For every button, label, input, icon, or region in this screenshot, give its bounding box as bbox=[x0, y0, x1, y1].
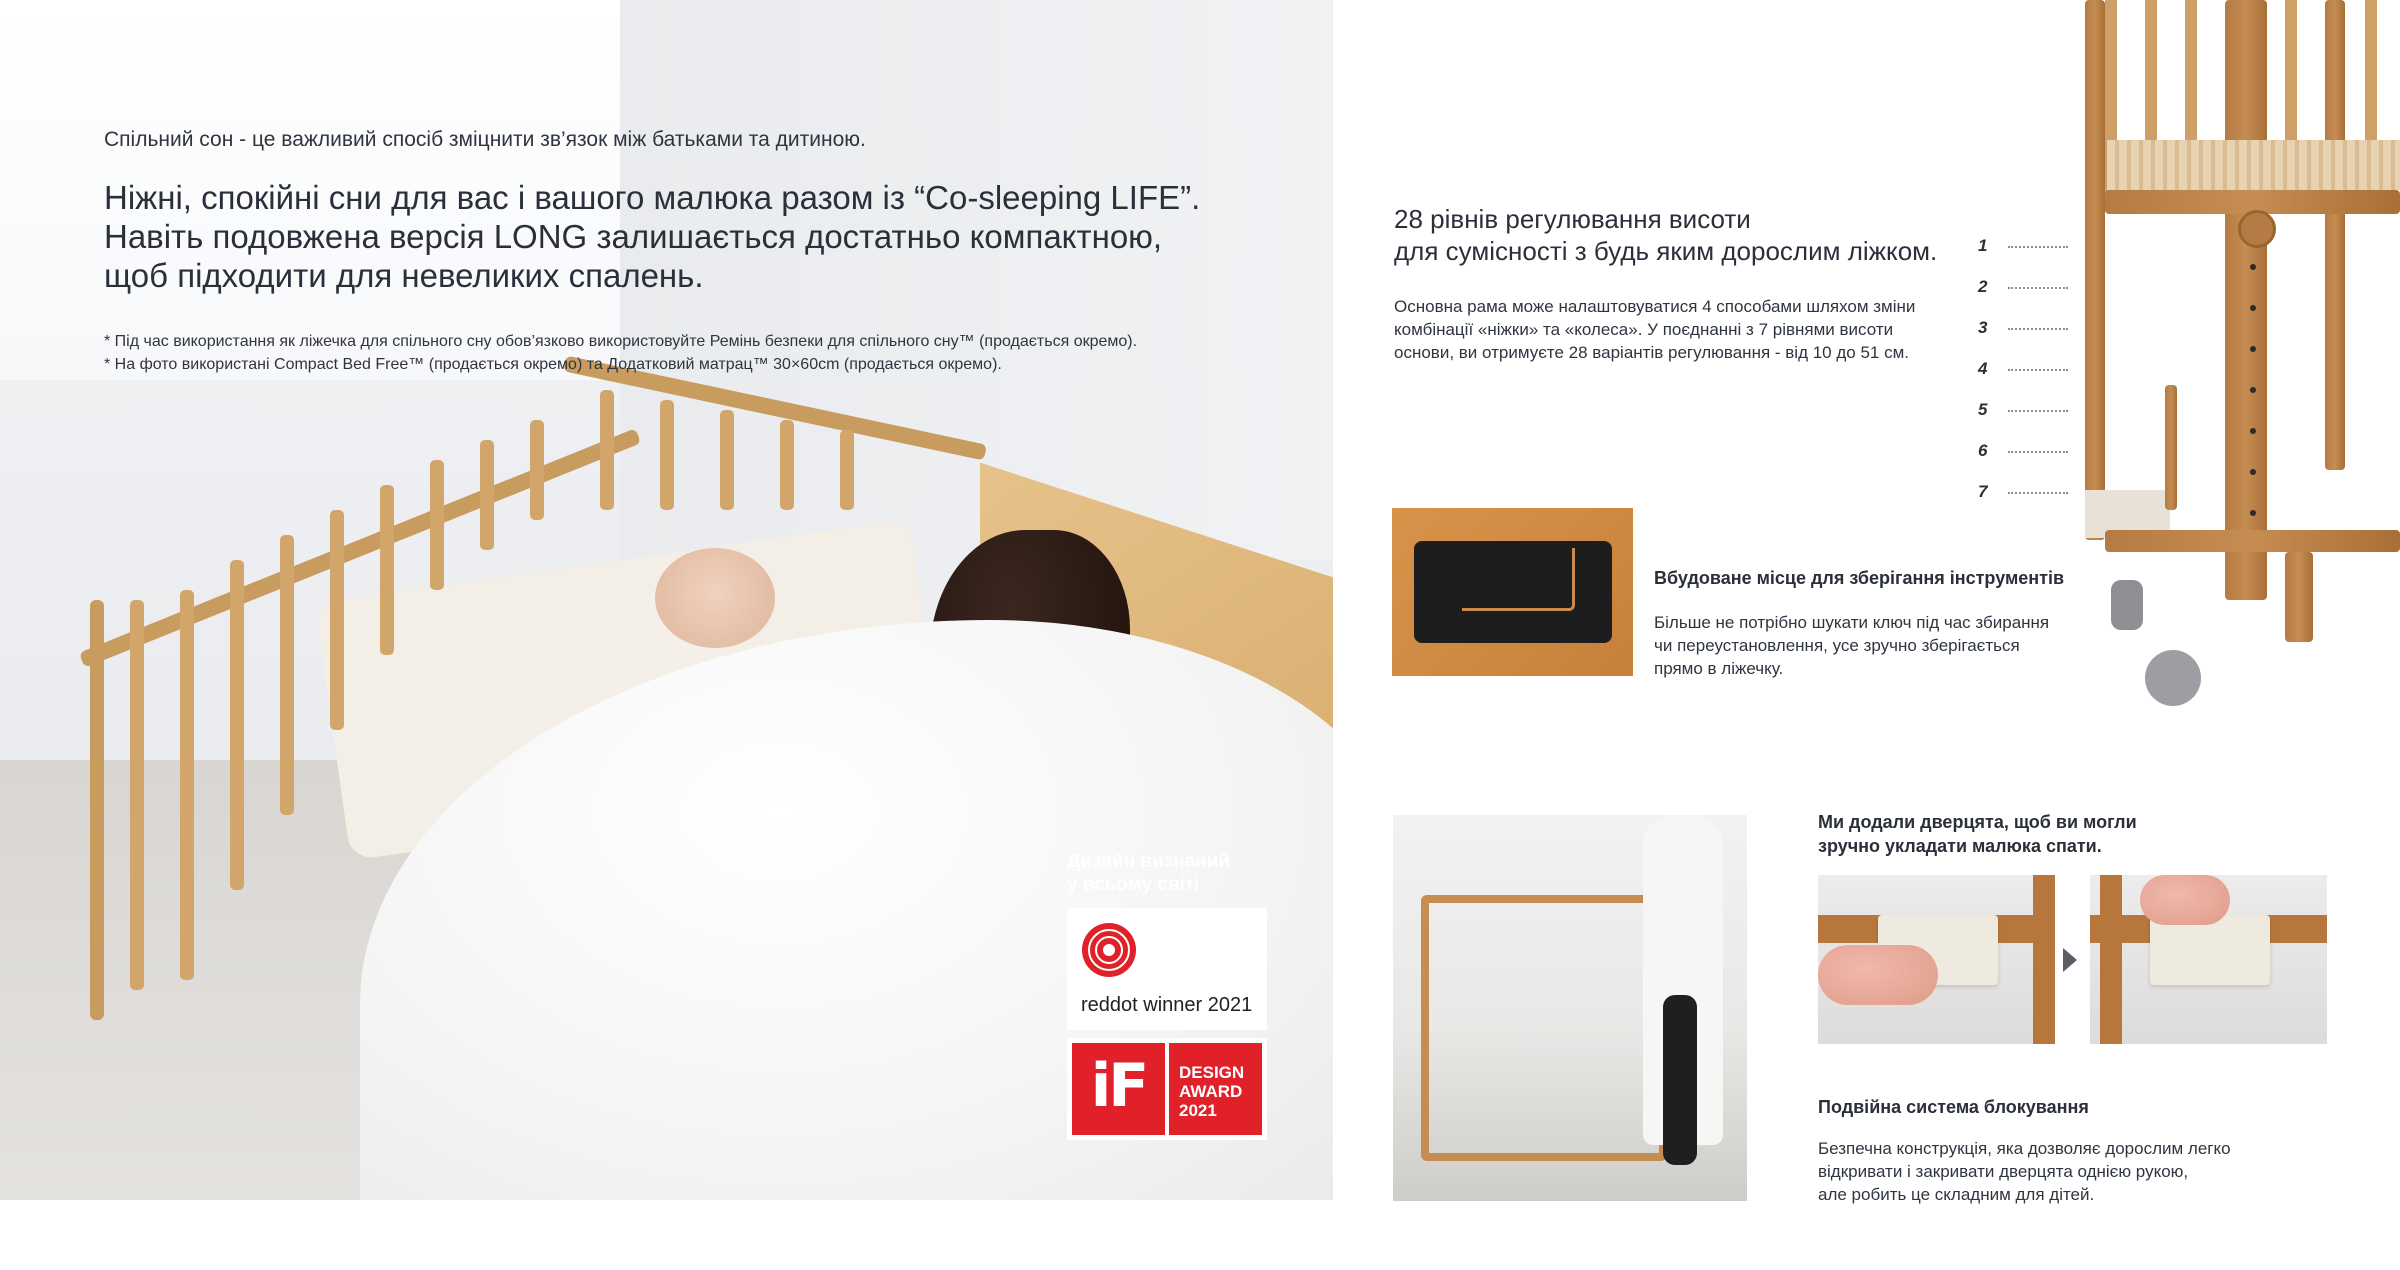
height-level bbox=[1978, 441, 1987, 461]
height-hole bbox=[2250, 305, 2256, 311]
hex-key-icon bbox=[1462, 548, 1575, 611]
hand bbox=[1818, 945, 1938, 1005]
lock-desc-line: Безпечна конструкція, яка дозволяє дорослим легко bbox=[1818, 1139, 2231, 1158]
crib-slat bbox=[280, 535, 294, 815]
height-level bbox=[1978, 482, 1987, 502]
if-award-tile bbox=[1169, 1043, 1262, 1135]
lock-desc-line: але робить це складним для дітей. bbox=[1818, 1185, 2095, 1204]
crib-post bbox=[90, 600, 104, 1020]
crib-slat bbox=[600, 390, 614, 510]
baby bbox=[655, 548, 775, 648]
level-number: 7 bbox=[1978, 482, 1988, 501]
height-title bbox=[1394, 203, 1937, 267]
crib-knob bbox=[2238, 210, 2276, 248]
tool-desc-line: чи переустановлення, усе зручно зберігається bbox=[1654, 636, 2020, 655]
door-post bbox=[2033, 875, 2055, 1044]
footnote: * На фото використані Compact Bed Free™ (продається окремо) та Додатковий матрац™ 30×60cm (продається окремо). bbox=[104, 356, 1002, 373]
door-title-line: Ми додали дверцята, щоб ви могли bbox=[1818, 812, 2137, 832]
crib-post bbox=[2225, 0, 2267, 600]
level-number: 1 bbox=[1978, 236, 1988, 255]
level-number: 6 bbox=[1978, 441, 1988, 460]
reddot-award-badge bbox=[1067, 908, 1267, 1030]
caster-wheel-icon bbox=[2145, 650, 2201, 706]
person-legs bbox=[1663, 995, 1697, 1165]
crib-slat bbox=[230, 560, 244, 890]
if-award-line: AWARD bbox=[1179, 1082, 1243, 1101]
height-hole bbox=[2250, 428, 2256, 434]
if-logo-icon: iF bbox=[1090, 1051, 1147, 1121]
crib-post bbox=[2325, 0, 2345, 470]
tool-storage-photo bbox=[1392, 508, 1633, 676]
height-level bbox=[1978, 318, 1987, 338]
crib-slat bbox=[480, 440, 494, 550]
level-number: 3 bbox=[1978, 318, 1988, 337]
if-design-award-badge bbox=[1067, 1038, 1267, 1140]
height-desc-line: комбінації «ніжки» та «колеса». У поєднанні з 7 рівнями висоти bbox=[1394, 320, 1894, 339]
reddot-award-text: reddot winner 2021 bbox=[1081, 994, 1253, 1016]
footnotes bbox=[104, 330, 1137, 376]
crib-slat bbox=[2365, 0, 2377, 140]
height-hole bbox=[2250, 346, 2256, 352]
level-number: 5 bbox=[1978, 400, 1988, 419]
height-hole bbox=[2250, 264, 2256, 270]
headline-line: щоб підходити для невеликих спалень. bbox=[104, 257, 704, 294]
reddot-logo-icon bbox=[1081, 922, 1137, 978]
door-latch bbox=[2150, 915, 2270, 985]
tool-desc-line: Більше не потрібно шукати ключ під час збирання bbox=[1654, 613, 2050, 632]
headline-line: Ніжні, спокійні сни для вас і вашого малюка разом із “Co-sleeping LIFE”. bbox=[104, 179, 1201, 216]
caster-wheel-icon bbox=[2111, 580, 2143, 630]
arrow-right-icon bbox=[2063, 948, 2077, 972]
door-title-line: зручно укладати малюка спати. bbox=[1818, 836, 2102, 856]
crib-slat bbox=[840, 430, 854, 510]
crib-slat bbox=[180, 590, 194, 980]
height-desc-line: основи, ви отримуєте 28 варіантів регулювання - від 10 до 51 см. bbox=[1394, 343, 1909, 362]
crib-slat bbox=[660, 400, 674, 510]
latch-open-photo bbox=[2090, 875, 2327, 1044]
footnote: * Під час використання як ліжечка для спільного сну обов’язково використовуйте Ремінь безпеки для спільного сну™ (продається окремо). bbox=[104, 333, 1138, 350]
award-heading-line: у всьому світі bbox=[1067, 874, 1200, 895]
if-logo-tile bbox=[1072, 1043, 1165, 1135]
height-title-line: для сумісності з будь яким дорослим ліжком. bbox=[1394, 236, 1938, 266]
height-level bbox=[1978, 400, 1987, 420]
height-level bbox=[1978, 359, 1987, 379]
crib-base-slats bbox=[2107, 140, 2400, 190]
crib bbox=[1421, 895, 1667, 1161]
award-heading bbox=[1067, 850, 1230, 896]
door-title bbox=[1818, 810, 2137, 858]
height-level bbox=[1978, 236, 1987, 256]
award-heading-line: Дизайн визнаний bbox=[1067, 851, 1231, 872]
if-award-line: DESIGN bbox=[1179, 1063, 1245, 1082]
latch-closed-photo bbox=[1818, 875, 2055, 1044]
door-usage-photo bbox=[1393, 815, 1747, 1201]
level-number: 4 bbox=[1978, 359, 1988, 378]
crib-slat bbox=[780, 420, 794, 510]
if-award-line: 2021 bbox=[1179, 1101, 1217, 1120]
crib-slat bbox=[430, 460, 444, 590]
crib-slat bbox=[2165, 385, 2177, 510]
height-title-line: 28 рівнів регулювання висоти bbox=[1394, 204, 1751, 234]
height-hole bbox=[2250, 510, 2256, 516]
headline bbox=[104, 178, 1304, 295]
crib-slat bbox=[380, 485, 394, 655]
crib-leg bbox=[2085, 0, 2105, 540]
crib-slat bbox=[130, 600, 144, 990]
lock-desc-line: відкривати і закривати дверцята однією рукою, bbox=[1818, 1162, 2189, 1181]
level-number: 2 bbox=[1978, 277, 1988, 296]
tool-storage-title: Вбудоване місце для зберігання інструментів bbox=[1654, 568, 2065, 588]
crib-height-illustration bbox=[2085, 0, 2400, 720]
headline-line: Навіть подовжена версія LONG залишається достатньо компактною, bbox=[104, 218, 1163, 255]
lock-title: Подвійна система блокування bbox=[1818, 1097, 2089, 1117]
height-hole bbox=[2250, 469, 2256, 475]
height-level bbox=[1978, 277, 1987, 297]
lock-description bbox=[1818, 1137, 2298, 1206]
crib-slat bbox=[2285, 0, 2297, 140]
if-award-text bbox=[1179, 1063, 1244, 1120]
crib-bottom-rail bbox=[2105, 530, 2400, 552]
tool-storage-description bbox=[1654, 611, 2094, 680]
crib-slat bbox=[330, 510, 344, 730]
intro-text: Спільний сон - це важливий спосіб зміцнити зв’язок між батьками та дитиною. bbox=[104, 128, 866, 151]
hand bbox=[2140, 875, 2230, 925]
crib-slat bbox=[720, 410, 734, 510]
tool-desc-line: прямо в ліжечку. bbox=[1654, 659, 1784, 678]
crib-slat bbox=[530, 420, 544, 520]
height-description bbox=[1394, 295, 1954, 364]
height-desc-line: Основна рама може налаштовуватися 4 способами шляхом зміни bbox=[1394, 297, 1916, 316]
door-post bbox=[2100, 875, 2122, 1044]
height-hole bbox=[2250, 387, 2256, 393]
crib-leg bbox=[2285, 552, 2313, 642]
